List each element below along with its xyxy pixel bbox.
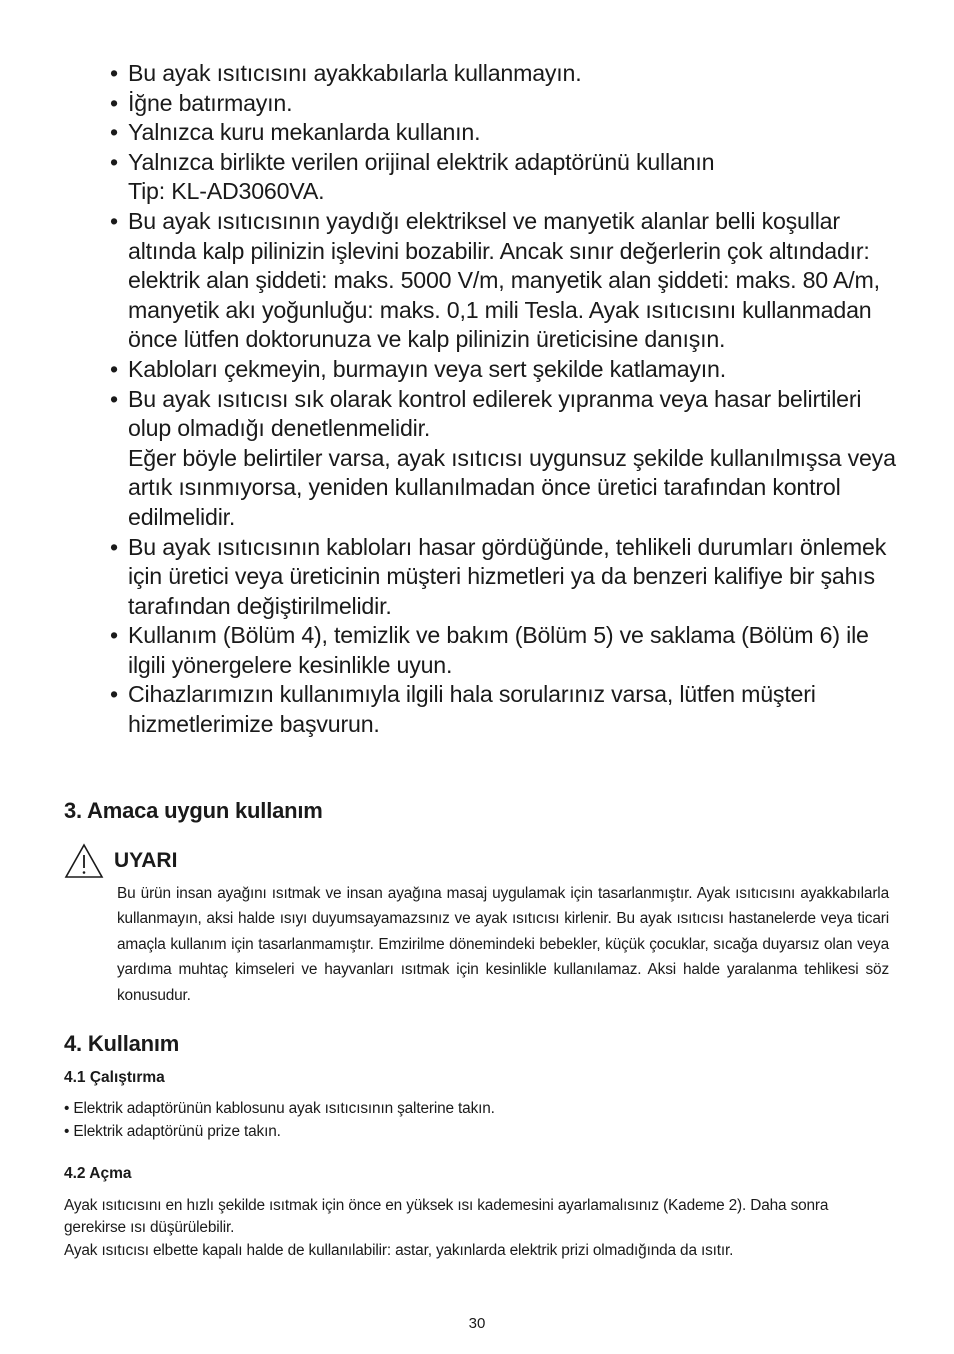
list-item-text: Bu ayak ısıtıcısının yaydığı elektriksel ve manyetik alanlar belli koşullar altında kalp pilinizin işlevini bozabilir. Ancak sınır değerlerin çok altındadır: elektrik alan şiddeti: maks. 5000 V/m, manyetik alan şiddeti: maks. 80 A/m, manyetik akı yoğunluğu: maks. 0,1 mili Tesla. Ayak ısıtıcısını kullanmadan önce lütfen doktorunuza ve kalp pilinizin üreticisine danışın. (128, 207, 880, 353)
list-item (110, 621, 900, 680)
paragraph: Ayak ısıtıcısını en hızlı şekilde ısıtmak için önce en yüksek ısı kademesini ayarlamalısınız (Kademe 2). Daha sonra gerekirse ısı düşürülebilir. (64, 1197, 829, 1236)
warning-text: Bu ürün insan ayağını ısıtmak ve insan ayağına masaj uygulamak için tasarlanmıştır. Ayak ısıtıcısını ayakkabılarla kullanmayın, aksi halde ısıyı duyumsayamazsınız ve ayak ısıtıcısı kirlenir. Bu ayak ısıtıcısı hastanelerde veya ticari amaçla kullanım için tasarlanmamıştır. Emzirilme dönemindeki bebekler, küçük çocuklar, sıcağa duyarsız olan veya yardıma muhtaç kimseleri ve hayvanları ısıtmak için kesinlikle kullanılamaz. Aksi halde yaralanma tehlikesi söz konusudur. (117, 885, 889, 1004)
list-item (110, 148, 900, 207)
list-item-text: Yalnızca kuru mekanlarda kullanın. (128, 119, 481, 146)
safety-bullet-list (110, 59, 900, 740)
list-item-text: Bu ayak ısıtıcısını ayakkabılarla kullanmayın. (128, 60, 582, 86)
list-item (110, 59, 900, 89)
bullet-symbol: • (110, 119, 118, 146)
list-item (110, 89, 900, 119)
operation-list (64, 1097, 495, 1143)
list-item-text: Eğer böyle belirtiler varsa, ayak ısıtıcısı uygunsuz şekilde kullanılmışsa veya artık ısınmıyorsa, yeniden kullanılmadan önce üretici tarafından kontrol edilmelidir. (128, 444, 896, 530)
paragraph: Ayak ısıtıcısı elbette kapalı halde de kullanılabilir: astar, yakınlarda elektrik prizi olmadığında da ısıtır. (64, 1242, 734, 1259)
bullet-symbol: • (110, 148, 118, 175)
list-item (110, 680, 900, 739)
subsection-title-switching-on: 4.2 Açma (64, 1165, 132, 1182)
list-item (110, 355, 900, 385)
bullet-symbol: • (110, 385, 118, 412)
bullet-symbol: • (110, 681, 118, 708)
list-item-text: Cihazlarımızın kullanımıyla ilgili hala sorularınız varsa, lütfen müşteri hizmetlerimize başvurun. (128, 681, 816, 738)
bullet-symbol: • (110, 89, 118, 116)
bullet-symbol: • (110, 60, 118, 86)
list-item: • Elektrik adaptörünü prize takın. (64, 1123, 281, 1140)
list-item-text: Yalnızca birlikte verilen orijinal elektrik adaptörünü kullanın (128, 148, 715, 175)
list-item-text: Kullanım (Bölüm 4), temizlik ve bakım (Bölüm 5) ve saklama (Bölüm 6) ile ilgili yönergelere kesinlikle uyun. (128, 622, 869, 678)
section-title-usage: 4. Kullanım (64, 1031, 180, 1056)
warning-triangle-icon (64, 843, 104, 879)
list-item (110, 118, 900, 148)
bullet-symbol: • (110, 207, 118, 234)
list-item-text: Tip: KL-AD3060VA. (128, 178, 325, 205)
warning-title: UYARI (114, 849, 178, 872)
subsection-title-operation: 4.1 Çalıştırma (64, 1069, 165, 1086)
list-item: • Elektrik adaptörünün kablosunu ayak ısıtıcısının şalterine takın. (64, 1100, 495, 1117)
list-item-text: İğne batırmayın. (128, 89, 293, 116)
page-number: 30 (468, 1315, 486, 1332)
list-item (110, 533, 900, 622)
bullet-symbol: • (110, 355, 118, 382)
bullet-symbol: • (110, 622, 118, 649)
list-item-text: Bu ayak ısıtıcısının kabloları hasar gördüğünde, tehlikeli durumları önlemek için üretici veya üreticinin müşteri hizmetleri ya da benzeri kalifiye bir şahıs tarafından değiştirilmelidir. (128, 533, 887, 619)
list-item-text: Bu ayak ısıtıcısı sık olarak kontrol edilerek yıpranma veya hasar belirtileri olup olmadığı denetlenmelidir. (128, 385, 862, 442)
list-item (110, 207, 900, 355)
section-title-intended-use: 3. Amaca uygun kullanım (64, 798, 323, 823)
list-item-text: Kabloları çekmeyin, burmayın veya sert şekilde katlamayın. (128, 355, 726, 382)
bullet-symbol: • (110, 533, 118, 560)
list-item (110, 385, 900, 533)
